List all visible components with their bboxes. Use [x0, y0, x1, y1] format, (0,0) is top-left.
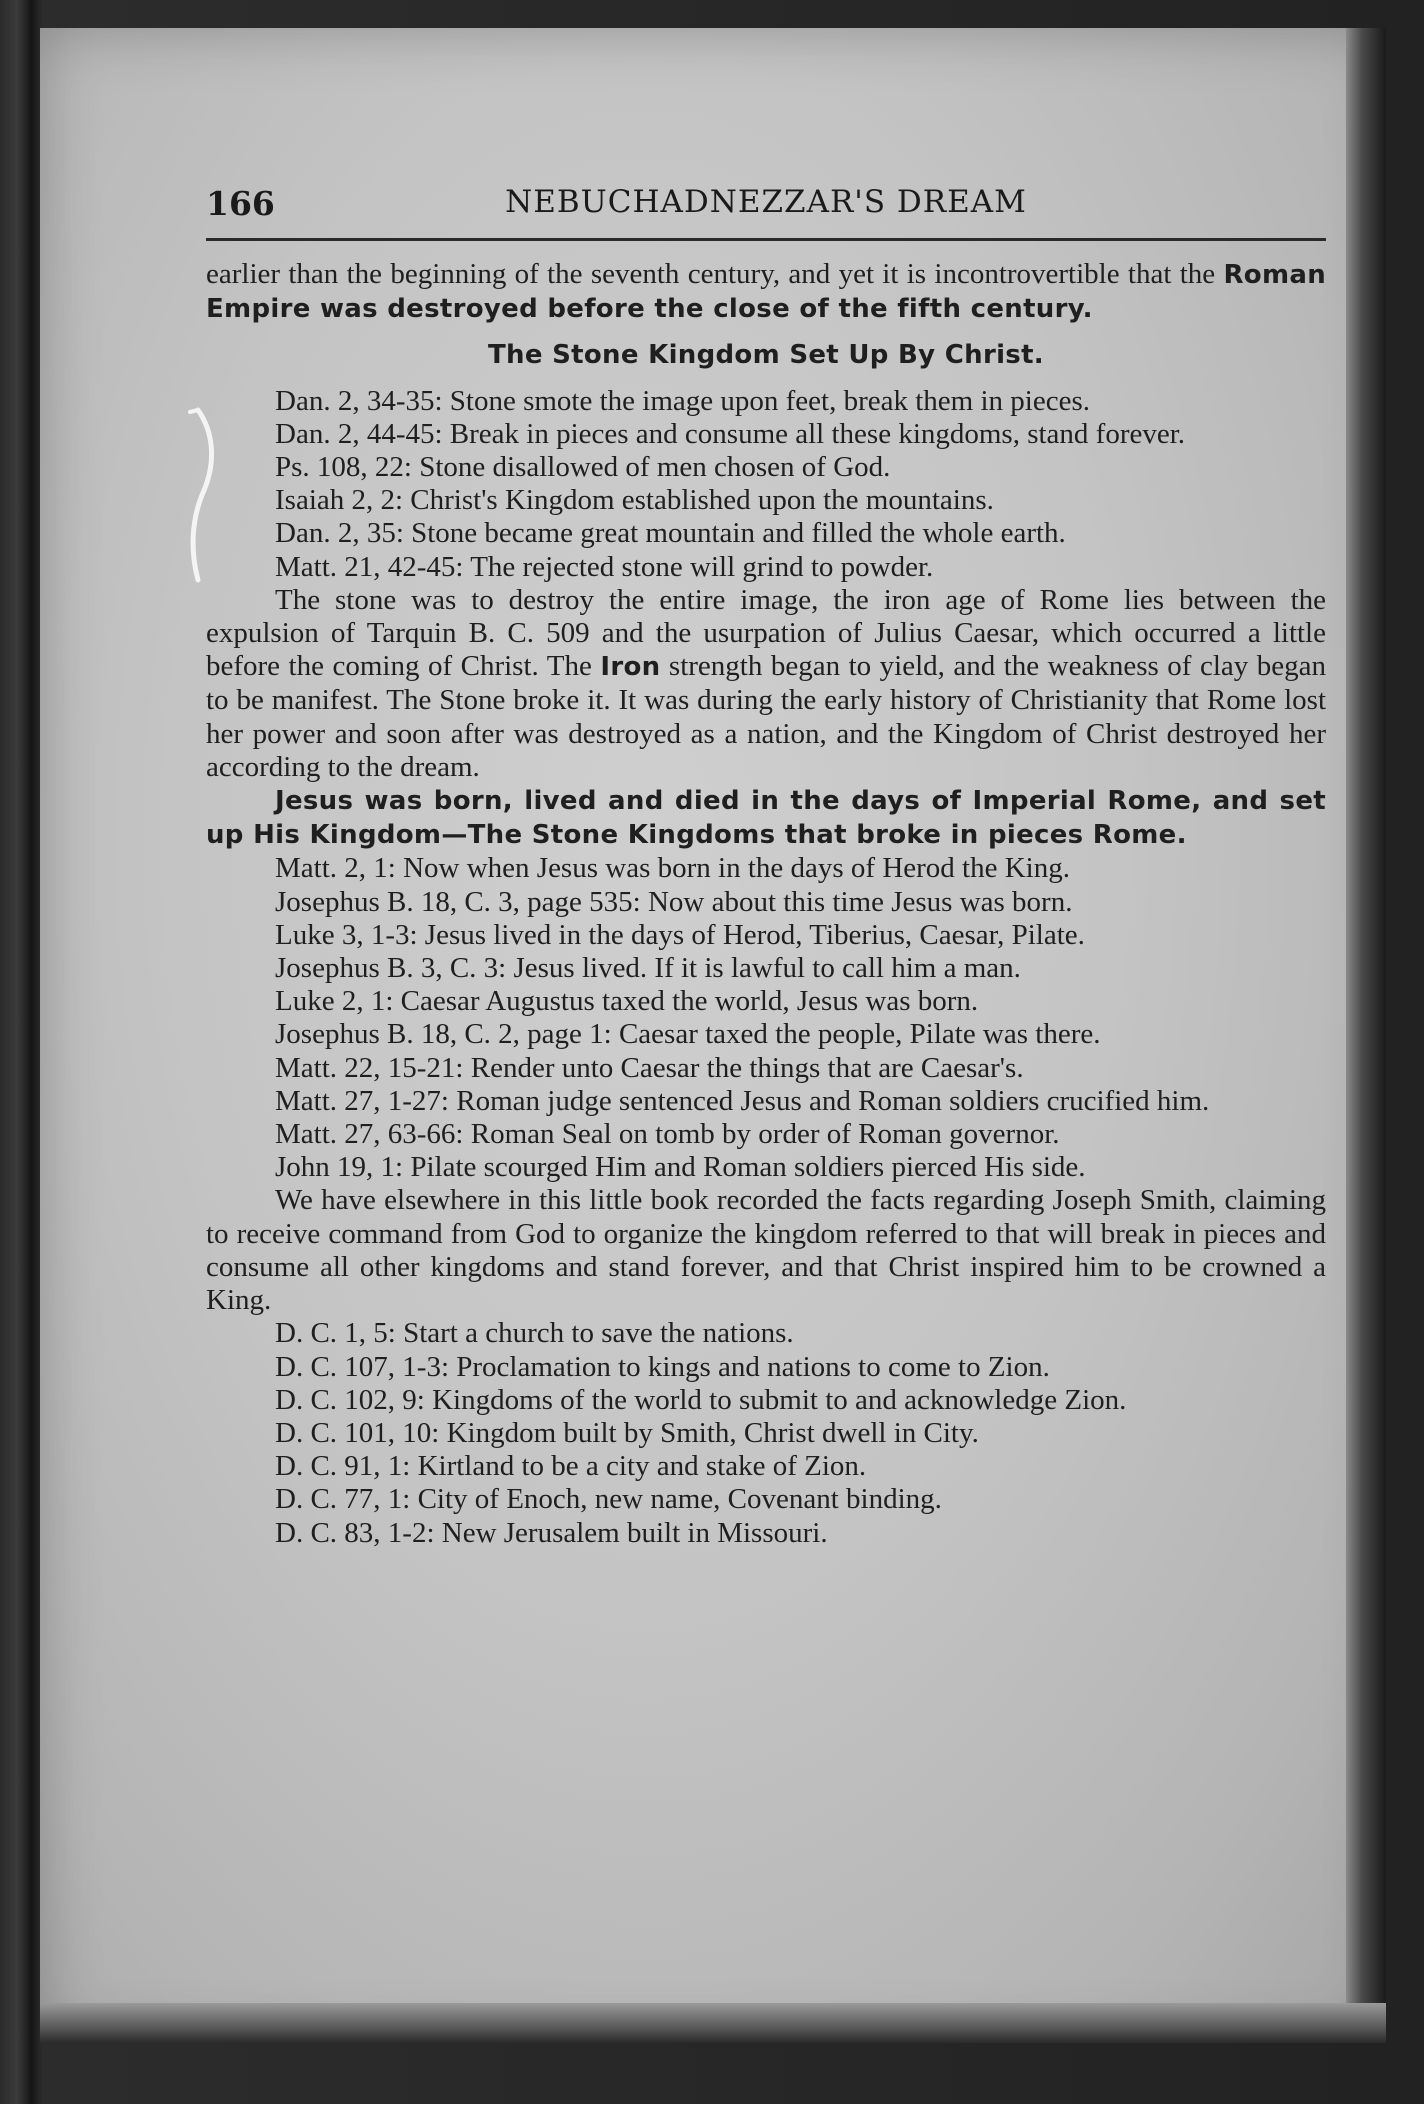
bold-statement: Jesus was born, lived and died in the days of Imperial Rome, and set up His Kingdom—The Stone Kingdoms that broke in pieces Rome.: [206, 786, 1326, 851]
reference-line: D. C. 102, 9: Kingdoms of the world to submit to and acknowledge Zion.: [275, 1383, 1127, 1416]
bold-word: Iron: [600, 652, 661, 683]
reference-line: Dan. 2, 44-45: Break in pieces and consume all these kingdoms, stand forever.: [275, 417, 1186, 450]
reference-line: Josephus B. 18, C. 2, page 1: Caesar taxed the people, Pilate was there.: [275, 1018, 1101, 1051]
book-spine-shadow: [1346, 28, 1386, 2043]
paragraph-text: strength began to yield, and the weakness of clay began to be manifest. The Stone broke it. It was during the early history of Christianity that Rome lost her power and soon after was destroyed as a nation, and the Kingdom of Christ destroyed her according to the dream.: [206, 650, 1326, 783]
reference-line: Matt. 22, 15-21: Render unto Caesar the things that are Caesar's.: [275, 1051, 1024, 1084]
page-bottom-edge: [40, 2003, 1386, 2043]
reference-line: Matt. 27, 63-66: Roman Seal on tomb by order of Roman governor.: [275, 1118, 1060, 1151]
section-heading: [206, 338, 1326, 372]
page-header: [206, 158, 1326, 241]
reference-line: Josephus B. 18, C. 3, page 535: Now about this time Jesus was born.: [275, 885, 1073, 918]
paragraph: We have elsewhere in this little book recorded the facts regarding Joseph Smith, claiming to receive command from God to organize the kingdom referred to that will break in pieces and consume all other kingdoms and stand forever, and that Christ inspired him to be crowned a King.: [206, 1184, 1326, 1317]
reference-line: Luke 3, 1-3: Jesus lived in the days of Herod, Tiberius, Caesar, Pilate.: [275, 918, 1085, 951]
reference-line: D. C. 101, 10: Kingdom built by Smith, Christ dwell in City.: [275, 1416, 979, 1449]
reference-line: Matt. 2, 1: Now when Jesus was born in the days of Herod the King.: [275, 852, 1070, 885]
reference-line: Josephus B. 3, C. 3: Jesus lived. If it is lawful to call him a man.: [275, 952, 1021, 985]
paragraph-continuation: [206, 258, 1326, 326]
reference-line: D. C. 107, 1-3: Proclamation to kings and nations to come to Zion.: [275, 1350, 1050, 1383]
paragraph-text: The stone was to destroy the entire image, the iron age of Rome lies between the expulsion of Tarquin B. C. 509 and the usurpation of Julius Caesar, which occurred a little before the coming of Christ. The: [206, 583, 1326, 683]
reference-line: Dan. 2, 35: Stone became great mountain and filled the whole earth.: [275, 517, 1066, 550]
reference-line: Matt. 27, 1-27: Roman judge sentenced Jesus and Roman soldiers crucified him.: [275, 1084, 1210, 1117]
section-heading-text: The Stone Kingdom Set Up By Christ.: [488, 340, 1044, 371]
reference-line: D. C. 91, 1: Kirtland to be a city and stake of Zion.: [275, 1450, 867, 1483]
reference-line: D. C. 83, 1-2: New Jerusalem built in Missouri.: [275, 1516, 828, 1549]
paragraph: [206, 584, 1326, 784]
reference-line: D. C. 77, 1: City of Enoch, new name, Covenant binding.: [275, 1483, 942, 1516]
bold-statement: Roman Empire was destroyed before the close of the fifth century.: [206, 260, 1326, 325]
running-title: NEBUCHADNEZZAR'S DREAM: [505, 184, 1027, 220]
reference-line: John 19, 1: Pilate scourged Him and Roman soldiers pierced His side.: [275, 1151, 1086, 1184]
reference-line: Dan. 2, 34-35: Stone smote the image upon feet, break them in pieces.: [275, 384, 1091, 417]
reference-line: Isaiah 2, 2: Christ's Kingdom established upon the mountains.: [275, 484, 994, 517]
page-body: [206, 258, 1326, 1550]
paragraph-text: earlier than the beginning of the seventh century, and yet it is incontrovertible that the: [206, 258, 1224, 290]
bold-paragraph: [206, 784, 1326, 852]
reference-line: Luke 2, 1: Caesar Augustus taxed the world, Jesus was born.: [275, 985, 979, 1018]
reference-line: D. C. 1, 5: Start a church to save the nations.: [275, 1317, 794, 1350]
reference-line: Ps. 108, 22: Stone disallowed of men chosen of God.: [275, 451, 891, 484]
reference-line: Matt. 21, 42-45: The rejected stone will grind to powder.: [275, 550, 934, 583]
page-number: 166: [206, 184, 275, 223]
